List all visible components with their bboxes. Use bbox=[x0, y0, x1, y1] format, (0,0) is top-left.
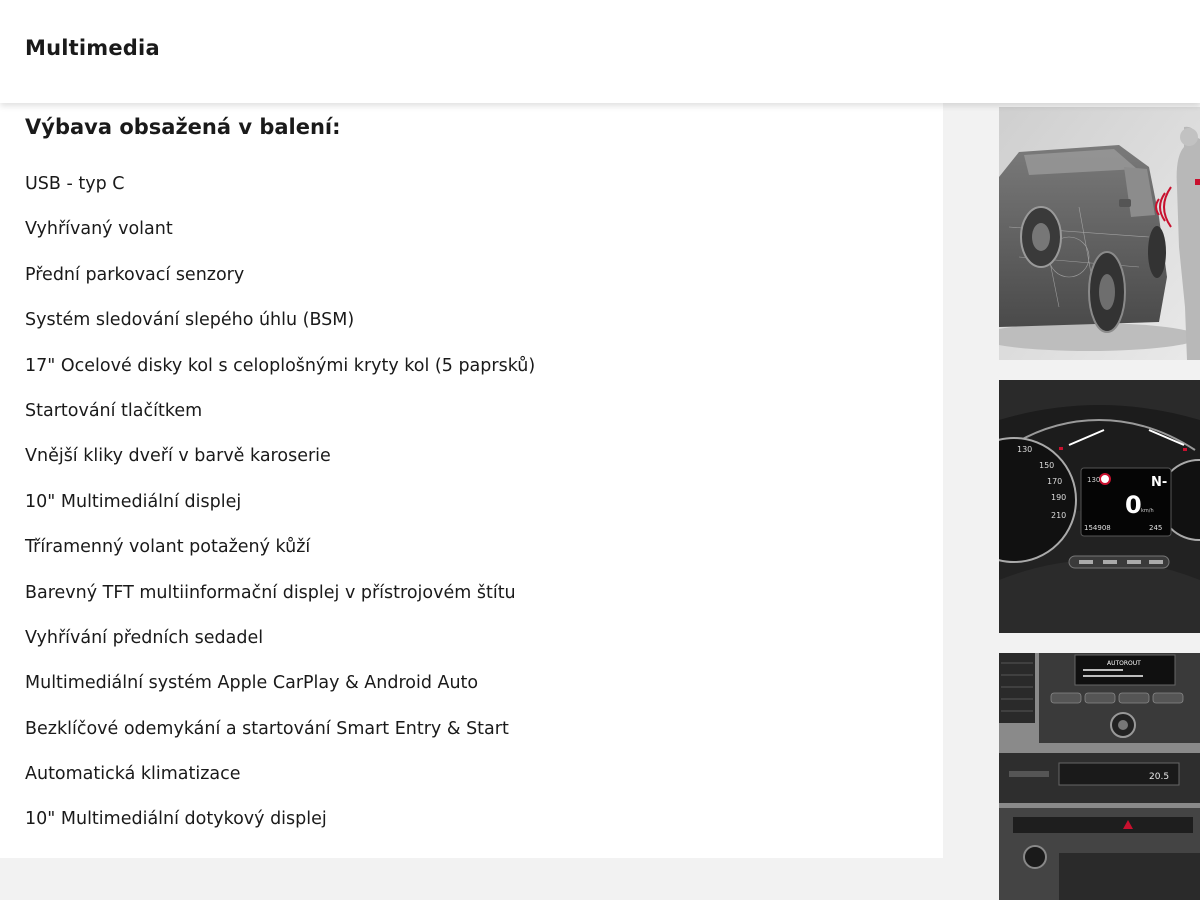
cluster-gear: N- bbox=[1151, 475, 1168, 490]
gallery-image-instrument-cluster[interactable] bbox=[999, 380, 1200, 633]
feature-item: Vyhřívaný volant bbox=[25, 219, 173, 240]
console-climate-temp: 20.5 bbox=[1149, 772, 1170, 782]
cluster-speed-unit: km/h bbox=[1141, 508, 1154, 514]
feature-item: Startování tlačítkem bbox=[25, 400, 203, 421]
svg-text:210: 210 bbox=[1051, 511, 1067, 520]
cluster-speed-limit: 130 bbox=[1087, 476, 1101, 484]
feature-item: 10" Multimediální dotykový displej bbox=[25, 809, 327, 830]
svg-text:150: 150 bbox=[1039, 461, 1055, 470]
equipment-panel bbox=[0, 103, 943, 858]
feature-item: 17" Ocelové disky kol s celoplošnými kryty kol (5 paprsků) bbox=[25, 355, 536, 376]
cluster-odometer: 154908 bbox=[1084, 524, 1111, 532]
feature-list bbox=[25, 171, 535, 852]
equipment-heading: Výbava obsažená v balení: bbox=[25, 115, 341, 139]
feature-item: Vnější kliky dveří v barvě karoserie bbox=[25, 446, 331, 467]
cluster-range: 245 bbox=[1149, 524, 1163, 532]
feature-item: Vyhřívání předních sedadel bbox=[25, 627, 264, 648]
feature-item: Systém sledování slepého úhlu (BSM) bbox=[25, 310, 355, 331]
svg-text:130: 130 bbox=[1017, 445, 1033, 454]
feature-item: Multimediální systém Apple CarPlay & Android Auto bbox=[25, 673, 479, 694]
feature-item: USB - typ C bbox=[25, 174, 125, 194]
gallery-image-keyless-car[interactable] bbox=[999, 107, 1200, 360]
page-header bbox=[0, 0, 1200, 103]
feature-item: 10" Multimediální displej bbox=[25, 491, 242, 512]
page-title: Multimedia bbox=[25, 36, 160, 60]
feature-item: Barevný TFT multiinformační displej v přístrojovém štítu bbox=[25, 582, 516, 603]
cluster-speed: 0 bbox=[1125, 491, 1142, 519]
feature-item: Přední parkovací senzory bbox=[25, 264, 245, 285]
gallery-image-center-console[interactable] bbox=[999, 653, 1200, 900]
svg-text:190: 190 bbox=[1051, 493, 1067, 502]
feature-item: Automatická klimatizace bbox=[25, 764, 241, 785]
svg-text:170: 170 bbox=[1047, 477, 1063, 486]
feature-item: Bezklíčové odemykání a startování Smart Entry & Start bbox=[25, 718, 509, 739]
console-screen-title: AUTOROUT bbox=[1107, 660, 1141, 667]
feature-item: Tříramenný volant potažený kůží bbox=[25, 537, 311, 558]
